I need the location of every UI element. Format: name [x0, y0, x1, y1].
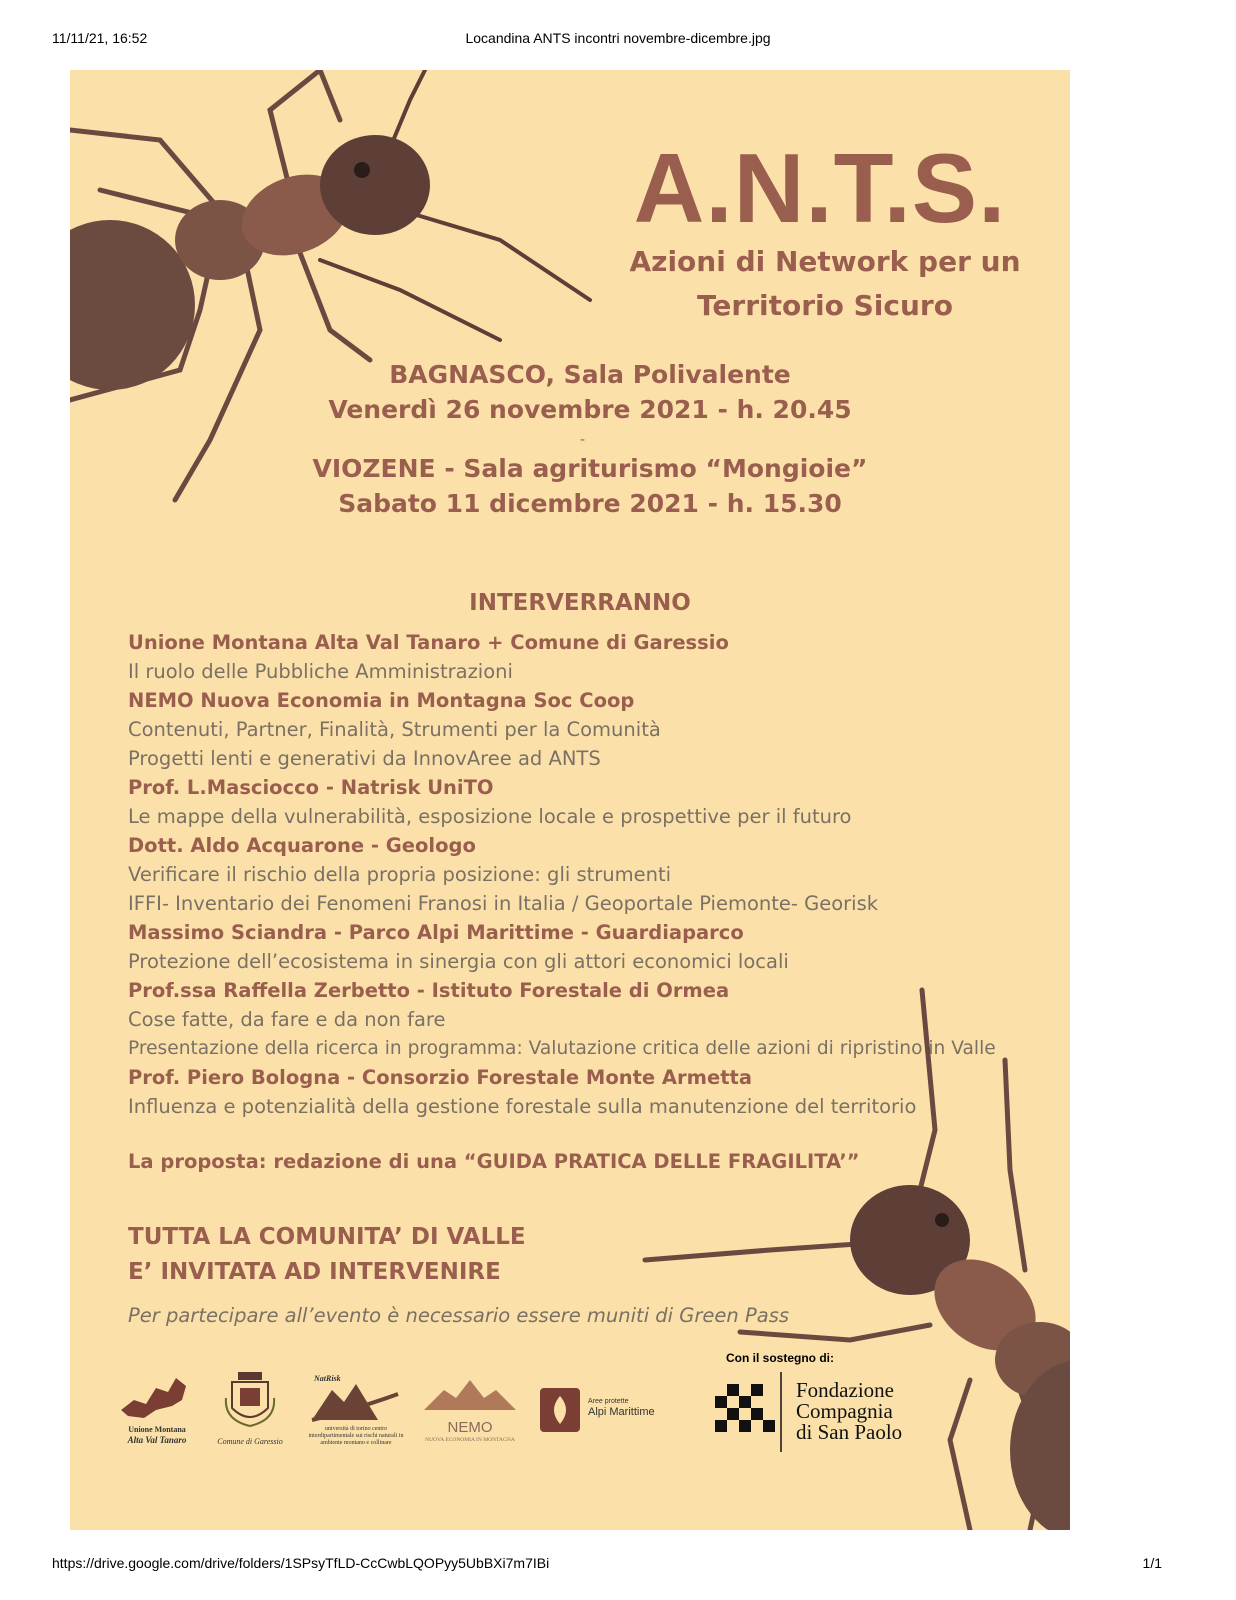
program-speaker: Unione Montana Alta Val Tanaro + Comune di Garessio: [128, 631, 729, 654]
poster-title: A.N.T.S.: [633, 133, 1007, 243]
event2-place: VIOZENE - Sala agriturismo “Mongioie”: [312, 454, 868, 483]
invite-line: E’ INVITATA AD INTERVENIRE: [128, 1259, 501, 1285]
program-speaker: Prof.ssa Raffella Zerbetto - Istituto Forestale di Ormea: [128, 979, 730, 1002]
nemo-mountain-icon: [422, 1376, 518, 1420]
program-topic: Il ruolo delle Pubbliche Amministrazioni: [128, 660, 513, 683]
invite-line: TUTTA LA COMUNITA’ DI VALLE: [128, 1224, 526, 1250]
program-topic: IFFI- Inventario dei Fenomeni Franosi in Italia / Geoportale Piemonte- Georisk: [128, 892, 879, 915]
natrisk-caption: università di torino centro interdipartimentale sui rischi naturali in ambiente montano e collinare: [308, 1426, 404, 1446]
program-speaker: Massimo Sciandra - Parco Alpi Marittime - Guardiaparco: [128, 921, 744, 944]
support-label: Con il sostegno di:: [726, 1351, 834, 1365]
program-speaker: Dott. Aldo Acquarone - Geologo: [128, 834, 476, 857]
program-topic: Contenuti, Partner, Finalità, Strumenti per la Comunità: [128, 718, 661, 741]
event1-date: Venerdì 26 novembre 2021 - h. 20.45: [328, 395, 852, 424]
unione-line: Unione Montana: [128, 1425, 186, 1434]
program-speaker: Prof. L.Masciocco - Natrisk UniTO: [128, 776, 494, 799]
program-list: [128, 628, 1058, 1121]
unione-montana-caption: [112, 1425, 202, 1445]
community-invite: [128, 1220, 526, 1290]
event1-place: BAGNASCO, Sala Polivalente: [389, 360, 791, 389]
print-page-number: 1/1: [1142, 1555, 1162, 1571]
program-speaker: NEMO Nuova Economia in Montagna Soc Coop: [128, 689, 635, 712]
unione-montana-logo: [116, 1370, 191, 1425]
nemo-caption: NUOVA ECONOMIA IN MONTAGNA: [425, 1437, 515, 1443]
fondazione-line: Compagnia: [796, 1399, 893, 1423]
print-datetime: 11/11/21, 16:52: [52, 30, 148, 46]
program-topic: Verificare il rischio della propria posizione: gli strumenti: [128, 863, 672, 886]
poster-subtitle: [605, 240, 1045, 328]
garessio-caption: Comune di Garessio: [217, 1437, 283, 1446]
natrisk-name: NatRisk: [314, 1374, 341, 1383]
event-poster: [70, 70, 1070, 1530]
program-topic: Cose fatte, da fare e da non fare: [128, 1008, 446, 1031]
program-topic: Le mappe della vulnerabilità, esposizione locale e prospettive per il futuro: [128, 805, 852, 828]
compagnia-san-paolo-icon: [715, 1372, 785, 1452]
green-pass-notice: Per partecipare all’evento è necessario essere muniti di Green Pass: [128, 1304, 790, 1327]
fondazione-line: di San Paolo: [796, 1420, 903, 1444]
speakers-heading: INTERVERRANNO: [469, 590, 691, 616]
event-separator: -: [580, 432, 586, 448]
subtitle-line: Azioni di Network per un: [629, 245, 1021, 278]
program-topic: Influenza e potenzialità della gestione forestale sulla manutenzione del territorio: [128, 1095, 917, 1118]
program-topic: Progetti lenti e generativi da InnovAree ad ANTS: [128, 747, 601, 770]
program-topic: Protezione dell’ecosistema in sinergia con gli attori economici locali: [128, 950, 789, 973]
program-topic: Presentazione della ricerca in programma: Valutazione critica delle azioni di ripristino in Valle: [128, 1038, 996, 1059]
nemo-name: NEMO: [447, 1419, 493, 1436]
print-url: https://drive.google.com/drive/folders/1SPsyTfLD-CcCwbLQOPyy5UbBXi7m7IBi: [52, 1555, 550, 1571]
print-doc-title: Locandina ANTS incontri novembre-dicembre.jpg: [465, 30, 771, 46]
garessio-crest-icon: [220, 1368, 280, 1430]
alpi-marittime-icon: [538, 1386, 582, 1434]
unione-line: Alta Val Tanaro: [127, 1435, 187, 1445]
fondazione-name: [796, 1380, 902, 1443]
proposal-text: La proposta: redazione di una “GUIDA PRATICA DELLE FRAGILITA’”: [128, 1150, 860, 1173]
alpi-small-text: Aree protette: [588, 1398, 629, 1405]
event2-date: Sabato 11 dicembre 2021 - h. 15.30: [338, 489, 842, 518]
fondazione-line: Fondazione: [796, 1378, 894, 1402]
alpi-name: Alpi Marittime: [588, 1406, 655, 1418]
program-speaker: Prof. Piero Bologna - Consorzio Forestale Monte Armetta: [128, 1066, 752, 1089]
subtitle-line: Territorio Sicuro: [697, 289, 953, 322]
